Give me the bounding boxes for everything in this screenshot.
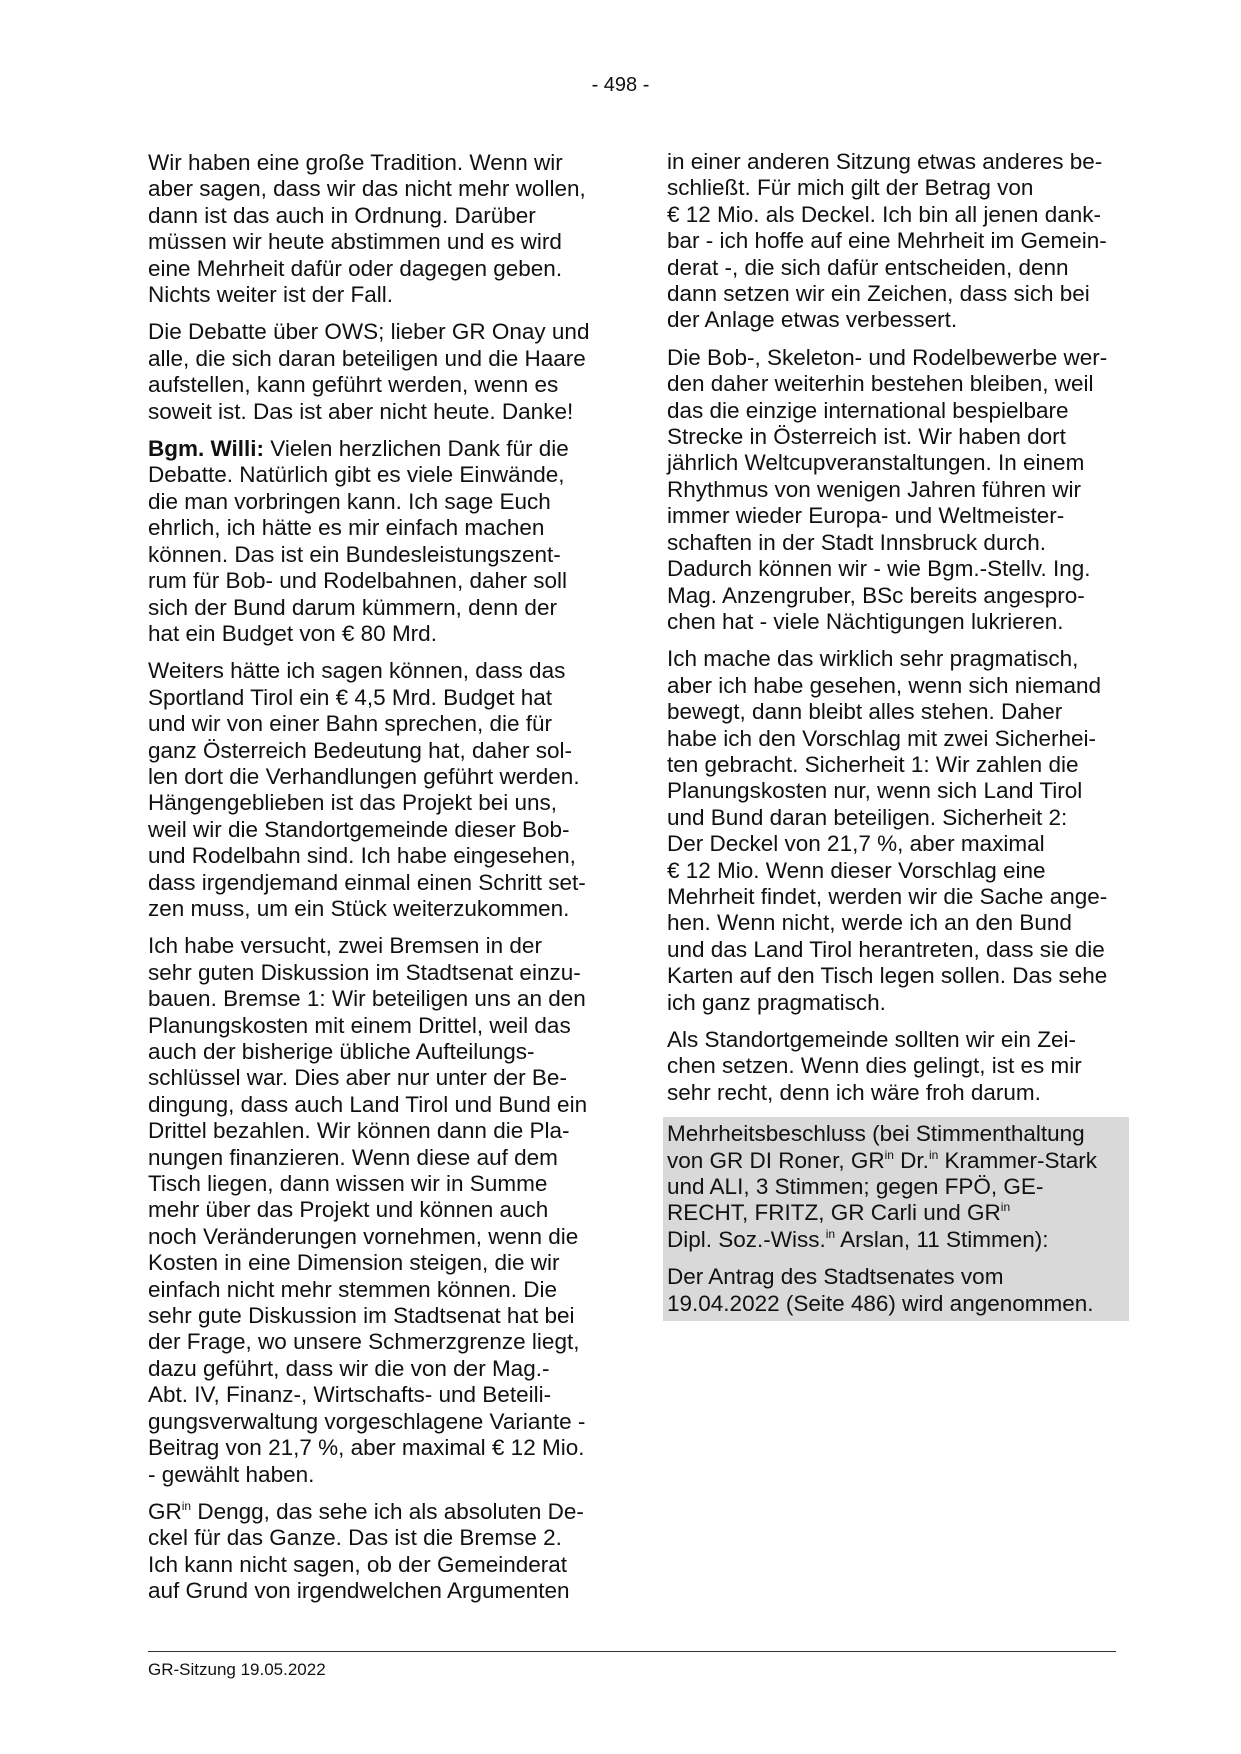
text-line: aufstellen, kann geführt werden, wenn es: [148, 372, 559, 398]
text-line: Mag. Anzengruber, BSc bereits angespro-: [667, 582, 1085, 608]
text-line: eine Mehrheit dafür oder dagegen geben.: [148, 255, 563, 281]
text-line: dingung, dass auch Land Tirol und Bund ein: [148, 1091, 588, 1117]
text-line: RECHT, FRITZ, GR Carli und $GR^{in}$: [667, 1200, 1011, 1226]
text-line: Mehrheitsbeschluss (bei Stimmenthaltung: [667, 1121, 1085, 1147]
text-line: Kosten in eine Dimension steigen, die wir: [148, 1250, 560, 1276]
text-line: bewegt, dann bleibt alles stehen. Daher: [667, 699, 1063, 725]
text-line: hen. Wenn nicht, werde ich an den Bund: [667, 910, 1072, 936]
left-column-paragraph: [148, 933, 618, 1488]
text-line: und Rodelbahn sind. Ich habe eingesehen,: [148, 843, 576, 869]
text-line: Abt. IV, Finanz-, Wirtschafts- und Beteili-: [148, 1382, 552, 1408]
text-line: einfach nicht mehr stemmen können. Die: [148, 1276, 557, 1302]
text-line: habe ich den Vorschlag mit zwei Sicherhei-: [667, 725, 1096, 751]
text-line: derat -, die sich dafür entscheiden, denn: [667, 254, 1069, 280]
text-line: der Anlage etwas verbessert.: [667, 307, 958, 333]
text-line: aber sagen, dass wir das nicht mehr wollen,: [148, 176, 586, 202]
text-line: ganz Österreich Bedeutung hat, daher sol-: [148, 737, 573, 763]
text-line: 19.04.2022 (Seite 486) wird angenommen.: [667, 1290, 1094, 1316]
text-line: Planungskosten mit einem Drittel, weil das: [148, 1012, 571, 1038]
text-line: € 12 Mio. Wenn dieser Vorschlag eine: [667, 857, 1046, 883]
text-line: und ALI, 3 Stimmen; gegen FPÖ, GE-: [667, 1174, 1044, 1200]
text-line: müssen wir heute abstimmen und es wird: [148, 229, 562, 255]
left-column: [148, 150, 618, 1616]
text-line: $GR^{in}$ Dengg, das sehe ich als absoluten De-: [148, 1498, 584, 1524]
footer-session-date: GR-Sitzung 19.05.2022: [148, 1660, 326, 1679]
superscript: in: [1000, 1200, 1011, 1215]
text-line: Nichts weiter ist der Fall.: [148, 282, 394, 308]
text-line: bar - ich hoffe auf eine Mehrheit im Gemein-: [667, 228, 1107, 254]
text-line: sehr guten Diskussion im Stadtsenat einzu-: [148, 959, 581, 985]
text-line: die man vorbringen kann. Ich sage Euch: [148, 488, 551, 514]
superscript: in: [825, 1226, 836, 1241]
text-line: noch Veränderungen vornehmen, wenn die: [148, 1223, 579, 1249]
text-line: Hängengeblieben ist das Projekt bei uns,: [148, 790, 558, 816]
superscript: in: [928, 1147, 939, 1162]
text-line: Debatte. Natürlich gibt es viele Einwände,: [148, 462, 565, 488]
text-line: chen setzen. Wenn dies gelingt, ist es mir: [667, 1053, 1082, 1079]
text-line: auf Grund von irgendwelchen Argumenten: [148, 1578, 570, 1604]
text-line: mehr über das Projekt und können auch: [148, 1197, 549, 1223]
text-line: Der Antrag des Stadtsenates vom: [667, 1264, 1004, 1290]
text-line: Weiters hätte ich sagen können, dass das: [148, 658, 566, 684]
text-line: dazu geführt, dass wir die von der Mag.-: [148, 1355, 550, 1381]
text-line: soweit ist. Das ist aber nicht heute. Danke!: [148, 398, 574, 424]
footer-divider: [148, 1651, 1116, 1652]
text-line: alle, die sich daran beteiligen und die Haare: [148, 345, 586, 371]
text-line: immer wieder Europa- und Weltmeister-: [667, 503, 1065, 529]
text-line: sehr gute Diskussion im Stadtsenat hat bei: [148, 1303, 575, 1329]
text-line: Dipl. Soz.-Wiss.$^{in}$ Arslan, 11 Stimmen):: [667, 1226, 1049, 1252]
text-line: hat ein Budget von € 80 Mrd.: [148, 620, 437, 646]
left-column-paragraph: [148, 658, 618, 922]
text-line: Die Debatte über OWS; lieber GR Onay und: [148, 319, 590, 345]
text-line: - gewählt haben.: [148, 1461, 315, 1487]
text-line: Sportland Tirol ein € 4,5 Mrd. Budget hat: [148, 684, 552, 710]
right-column-paragraph: [667, 646, 1137, 1016]
text-line: gungsverwaltung vorgeschlagene Variante -: [148, 1408, 586, 1434]
page-number: - 498 -: [591, 74, 650, 96]
text-line: Ich mache das wirklich sehr pragmatisch,: [667, 646, 1079, 672]
text-line: Drittel bezahlen. Wir können dann die Pla-: [148, 1118, 570, 1144]
text-line: dass irgendjemand einmal einen Schritt set-: [148, 869, 586, 895]
text-line: € 12 Mio. als Deckel. Ich bin all jenen dank-: [667, 201, 1101, 227]
right-column-paragraph: [667, 345, 1137, 635]
text-line: nungen finanzieren. Wenn diese auf dem: [148, 1144, 558, 1170]
text-line: Mehrheit findet, werden wir die Sache ange-: [667, 883, 1108, 909]
text-line: schaften in der Stadt Innsbruck durch.: [667, 529, 1046, 555]
left-column-paragraph: [148, 150, 618, 308]
text-line: in einer anderen Sitzung etwas anderes be-: [667, 149, 1103, 174]
text-line: Ich kann nicht sagen, ob der Gemeinderat: [148, 1551, 568, 1577]
right-column-paragraphs: [667, 149, 1137, 1106]
text-line: len dort die Verhandlungen geführt werden.: [148, 763, 580, 789]
text-line: Planungskosten nur, wenn sich Land Tirol: [667, 778, 1083, 804]
text-line: chen hat - viele Nächtigungen lukrieren.: [667, 608, 1064, 634]
text-line: sehr recht, denn ich wäre froh darum.: [667, 1079, 1041, 1105]
text-line: Rhythmus von wenigen Jahren führen wir: [667, 476, 1081, 502]
text-line: können. Das ist ein Bundesleistungszent-: [148, 541, 561, 567]
text-line: Ich habe versucht, zwei Bremsen in der: [148, 933, 542, 959]
text-line: weil wir die Standortgemeinde dieser Bob-: [148, 816, 570, 842]
text-line: Die Bob-, Skeleton- und Rodelbewerbe wer-: [667, 344, 1108, 370]
right-column-paragraph: [667, 1027, 1137, 1106]
text-line: Beitrag von 21,7 %, aber maximal € 12 Mio.: [148, 1435, 585, 1461]
text-line: sich der Bund darum kümmern, denn der: [148, 594, 557, 620]
decision-paragraph: [667, 1264, 1125, 1317]
text-line: und Bund daran beteiligen. Sicherheit 2:: [667, 804, 1068, 830]
left-column-paragraph: [148, 1499, 618, 1605]
text-line: Bgm. Willi: Vielen herzlichen Dank für die: [148, 436, 569, 462]
left-column-paragraph: [148, 319, 618, 425]
decision-box: [663, 1117, 1129, 1321]
text-line: Karten auf den Tisch legen sollen. Das sehe: [667, 963, 1108, 989]
text-line: ten gebracht. Sicherheit 1: Wir zahlen die: [667, 751, 1079, 777]
text-line: Tisch liegen, dann wissen wir in Summe: [148, 1171, 548, 1197]
text-line: dann ist das auch in Ordnung. Darüber: [148, 202, 536, 228]
right-column: [667, 149, 1137, 1321]
left-column-paragraph: [148, 436, 618, 647]
text-line: ckel für das Ganze. Das ist die Bremse 2.: [148, 1525, 562, 1551]
text-line: schließt. Für mich gilt der Betrag von: [667, 175, 1034, 201]
text-line: den daher weiterhin bestehen bleiben, weil: [667, 371, 1094, 397]
text-line: Wir haben eine große Tradition. Wenn wir: [148, 150, 563, 175]
text-line: schlüssel war. Dies aber nur unter der Be-: [148, 1065, 567, 1091]
text-line: aber ich habe gesehen, wenn sich niemand: [667, 672, 1102, 698]
text-line: bauen. Bremse 1: Wir beteiligen uns an den: [148, 986, 586, 1012]
text-line: und wir von einer Bahn sprechen, die für: [148, 711, 552, 737]
right-column-paragraph: [667, 149, 1137, 334]
text-line: der Frage, wo unsere Schmerzgrenze liegt,: [148, 1329, 580, 1355]
text-line: das die einzige international bespielbare: [667, 397, 1069, 423]
text-line: dann setzen wir ein Zeichen, dass sich bei: [667, 281, 1090, 307]
text-line: rum für Bob- und Rodelbahnen, daher soll: [148, 568, 568, 594]
superscript: in: [884, 1147, 894, 1162]
text-line: und das Land Tirol herantreten, dass sie die: [667, 936, 1105, 962]
text-line: Der Deckel von 21,7 %, aber maximal: [667, 831, 1045, 857]
decision-paragraph: [667, 1121, 1125, 1253]
text-line: auch der bisherige übliche Aufteilungs-: [148, 1039, 535, 1064]
text-line: Strecke in Österreich ist. Wir haben dort: [667, 424, 1066, 450]
text-line: von GR DI Roner, $GR^{in}$ Dr.$^{in}$ Krammer-Stark: [667, 1147, 1098, 1173]
text-line: zen muss, um ein Stück weiterzukommen.: [148, 895, 570, 921]
text-line: jährlich Weltcupveranstaltungen. In einem: [667, 450, 1085, 476]
text-line: Als Standortgemeinde sollten wir ein Zei-: [667, 1027, 1076, 1052]
text-line: Dadurch können wir - wie Bgm.-Stellv. Ing.: [667, 556, 1091, 582]
speaker-name: Bgm. Willi:: [148, 436, 265, 462]
text-line: ehrlich, ich hätte es mir einfach machen: [148, 515, 545, 541]
superscript: in: [181, 1498, 192, 1513]
text-line: ich ganz pragmatisch.: [667, 989, 886, 1015]
